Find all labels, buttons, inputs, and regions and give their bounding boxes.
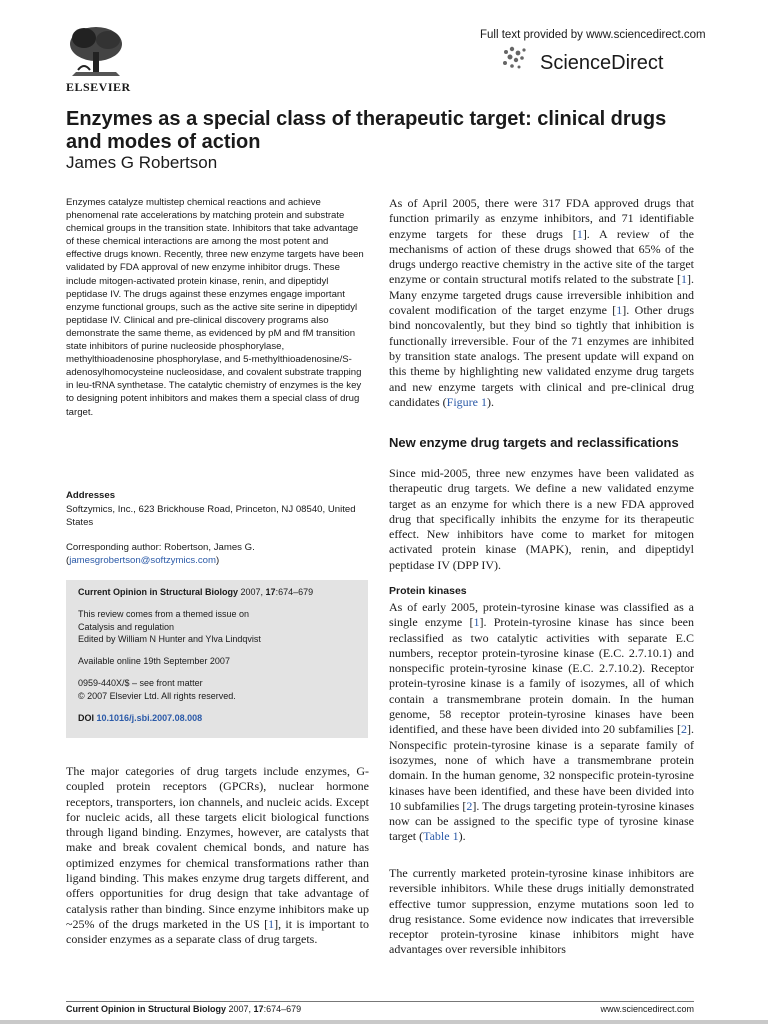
para3-text-b: ]. Protein-tyrosine kinase has since been reclassified as two catalytic activities with separate E.C numbers, receptor protein-tyrosine kinase (E.C. 2.7.10.1) and nonspecific protein-tyrosine kinase (E.C. 2.7.10.2). Receptor protein-tyrosine kinase is a family of isozymes, all of which contain a transmembrane protein domain. In the human genome, 58 receptor protein-tyrosine kinases have been identified, and these have been divided into 20 subfamilies [: [389, 615, 694, 737]
ref-link[interactable]: 2: [466, 798, 473, 813]
doi-label: DOI: [78, 713, 95, 724]
copyright-line: © 2007 Elsevier Ltd. All rights reserved.: [78, 690, 236, 701]
section-heading-new-targets: New enzyme drug targets and reclassifications: [389, 435, 679, 450]
info-year: 2007,: [238, 587, 266, 597]
para1-text-e: ).: [486, 394, 494, 409]
info-citation: [78, 586, 356, 598]
para3-text-e: ).: [458, 829, 466, 844]
para3-text-c: ]. Nonspecific protein-tyrosine kinase is a separate family of isozymes, none of which have a transmembrane protein domain. In the human genome, 32 nonspecific protein-tyrosine kinases have been identified, and these have been divided into 10 subfamilies [: [389, 722, 694, 813]
addresses-text: Softzymics, Inc., 623 Brickhouse Road, Princeton, NJ 08540, United States: [66, 504, 356, 529]
themed-line-2: Catalysis and regulation: [78, 621, 175, 632]
right-paragraph-1: [389, 196, 694, 410]
ref-link[interactable]: 1: [616, 303, 623, 318]
intro-text-2: ], it is important to consider enzymes as a separate class of drug targets.: [66, 916, 369, 947]
ref-link[interactable]: 2: [681, 722, 687, 737]
issn-line: 0959-440X/$ – see front matter: [78, 678, 203, 689]
para1-text-d: ]. Other drugs bind noncovalently, but they bind so tightly that inhibition is functionally irreversible. Four of the 71 enzymes are inhibited by transition state analogs. The present update will expand on this theme by highlighting new validated enzyme drug targets and new enzyme targets with clinical and pre-clinical drug candidates (: [389, 303, 695, 409]
fulltext-note[interactable]: Full text provided by www.sciencedirect.com: [480, 29, 706, 41]
footer-year: 2007,: [226, 1004, 254, 1014]
publisher-name: ELSEVIER: [66, 80, 131, 94]
abstract-text: Enzymes catalyze multistep chemical reactions and achieve phenomenal rate accelerations by matching protein and substrate chemical groups in the transition state. Inhibitors that take advantage of these chemical interactions are among the most potent and effective drugs known. Recently, three new enzyme targets have been validated by FDA approval of new enzyme inhibitor drugs. These include mitogen-activated protein kinase, renin, and dipeptidyl peptidase IV. The drugs against these enzymes engage important enzyme functional groups, such as the active site serine in dipeptidyl peptidase IV. Clinical and pre-clinical discovery programs also demonstrate the same theme, as evidenced by pM and fM transition state inhibitors of purine nucleoside phosphorylase, methylthioadenosine phosphorylase, and 5-methylthioadenosine/S-adenosylhomocysteine nucleosidase, and covalent substrate trapping in leu-tRNA synthetase. The catalytic chemistry of enzymes is the key to designing potent inhibitors and makes them a special class of drug target.: [66, 197, 364, 418]
info-pages: :674–679: [275, 587, 314, 597]
info-journal: Current Opinion in Structural Biology: [78, 587, 239, 597]
footer-divider: [66, 1001, 694, 1002]
doi-line: [78, 712, 356, 724]
article-info-box: [66, 580, 368, 738]
article-title: Enzymes as a special class of therapeutic target: clinical drugs and modes of action: [66, 108, 667, 153]
ref-link[interactable]: 1: [576, 226, 583, 241]
para1-text-b: ]. A review of the mechanisms of action of these drugs showed that 65% of the drugs undergo reactive chemistry in the active site of the target enzyme or contain structural motifs related to the substrate [: [389, 226, 694, 287]
para1-text-c: ]. Many enzyme targeted drugs cause irreversible inhibition and covalent modification of the target enzyme [: [389, 272, 694, 318]
email-link[interactable]: jamesgrobertson@softzymics.com: [69, 555, 216, 567]
corresponding-author: Corresponding author: Robertson, James G. (jamesgrobertson@softzymics.com): [66, 542, 255, 567]
ref-link[interactable]: 1: [268, 916, 275, 931]
sciencedirect-brand[interactable]: ScienceDirect: [540, 52, 664, 74]
page-bottom-edge: [0, 1020, 768, 1024]
para1-text-a: As of April 2005, there were 317 FDA approved drugs that function primarily as enzyme inhibitors, and 71 identifiable enzyme targets for these drugs [: [389, 196, 694, 241]
footer-citation: [66, 1004, 301, 1014]
themed-line-1: This review comes from a themed issue on: [78, 609, 250, 620]
footer-pages: :674–679: [263, 1004, 302, 1014]
right-paragraph-4: The currently marketed protein-tyrosine kinase inhibitors are reversible inhibitors. While these drugs initially demonstrated effective tumor suppression, enzyme mutations soon led to drug resistance. Some evidence now indicates that irreversible receptor protein-tyrosine kinase inhibitors might have advantages over reversible inhibitors: [389, 866, 694, 957]
para3-text-d: ]. The drugs targeting protein-tyrosine kinases now can be assigned to the specific type of tyrosine kinase target (: [389, 798, 694, 844]
para3-text-a: As of early 2005, protein-tyrosine kinase was classified as a single enzyme [: [389, 600, 694, 630]
subsection-heading-protein-kinases: Protein kinases: [389, 585, 467, 597]
footer-url[interactable]: www.sciencedirect.com: [600, 1004, 694, 1014]
addresses-heading: Addresses: [66, 490, 116, 501]
footer-journal: Current Opinion in Structural Biology: [66, 1004, 227, 1014]
themed-line-3: Edited by William N Hunter and Ylva Lindqvist: [78, 633, 261, 644]
right-paragraph-3: [389, 600, 694, 845]
sciencedirect-dots-icon: [500, 44, 536, 74]
table-link[interactable]: Table 1: [423, 829, 459, 844]
ref-link[interactable]: 1: [681, 272, 687, 287]
intro-paragraph: [66, 764, 369, 948]
available-online: Available online 19th September 2007: [78, 656, 230, 667]
figure-link[interactable]: Figure 1: [446, 394, 487, 409]
corresponding-label: Corresponding author: Robertson, James G.: [66, 542, 255, 553]
intro-text-1: The major categories of drug targets include enzymes, G-coupled protein receptors (GPCRs), nuclear hormone receptors, transporters, ion channels, and nucleic acids. Except for nucleic acids, all these targets elicit biological functions through ligand binding. Enzymes, however, are catalysts that make and break covalent chemical bonds, and nature has optimized enzymes for chemical transformations rather than ligand binding. This makes enzyme drug targets different, and offers opportunities for drug design that take advantage of catalysis rather than binding. Since enzyme inhibitors make up ~25% of the drugs marketed in the US [: [66, 764, 369, 931]
right-paragraph-2: Since mid-2005, three new enzymes have been validated as therapeutic drug targets. We define a new validated enzyme target as an enzyme for which there is a new FDA approved drug that specifically inhibits the enzyme for its therapeutic effect. New inhibitors have come to market for mitogen activated protein kinase (MAPK), renin, and dipeptidyl peptidase IV (DPP IV).: [389, 466, 694, 572]
doi-link[interactable]: 10.1016/j.sbi.2007.08.008: [96, 713, 203, 724]
ref-link[interactable]: 1: [473, 615, 480, 630]
footer-volume: 17: [253, 1004, 264, 1014]
info-volume: 17: [265, 587, 276, 597]
article-author: James G Robertson: [66, 153, 218, 172]
